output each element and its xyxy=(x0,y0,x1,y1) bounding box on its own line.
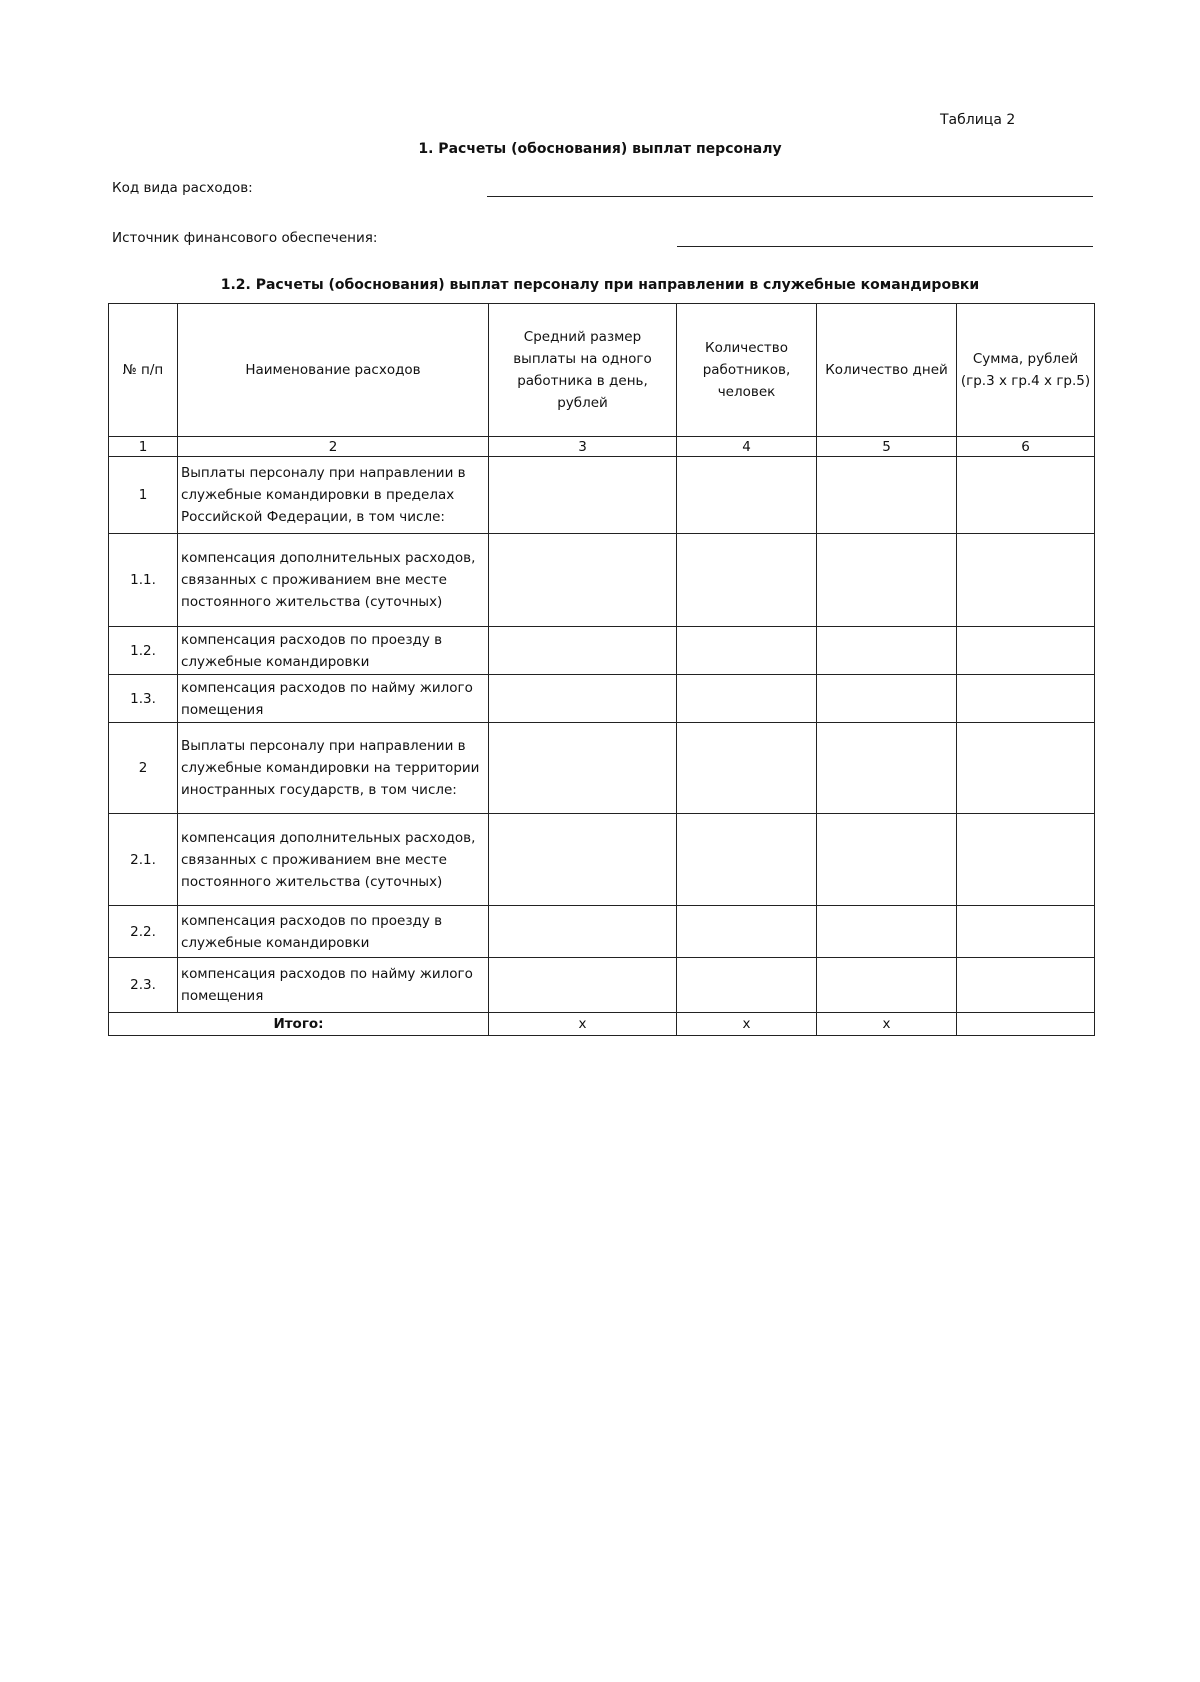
header-row xyxy=(109,304,1095,437)
cell-average-payment[interactable] xyxy=(489,627,677,675)
table-row xyxy=(109,958,1095,1013)
travel-expenses-table xyxy=(108,303,1095,1036)
row-expense-name: компенсация расходов по проезду в служебные командировки xyxy=(178,906,489,958)
row-expense-name: Выплаты персоналу при направлении в служебные командировки на территории иностранных государств, в том числе: xyxy=(178,723,489,814)
row-expense-name: компенсация расходов по проезду в служебные командировки xyxy=(178,627,489,675)
total-col4-marker: х xyxy=(677,1013,817,1036)
column-number: 6 xyxy=(957,437,1095,457)
cell-average-payment[interactable] xyxy=(489,723,677,814)
cell-average-payment[interactable] xyxy=(489,906,677,958)
row-expense-name: компенсация расходов по найму жилого помещения xyxy=(178,675,489,723)
cell-days-count[interactable] xyxy=(817,457,957,534)
column-number: 4 xyxy=(677,437,817,457)
cell-employee-count[interactable] xyxy=(677,723,817,814)
total-sum-cell[interactable] xyxy=(957,1013,1095,1036)
row-number: 2.1. xyxy=(109,814,178,906)
cell-sum[interactable] xyxy=(957,723,1095,814)
cell-employee-count[interactable] xyxy=(677,675,817,723)
cell-employee-count[interactable] xyxy=(677,814,817,906)
table-row xyxy=(109,814,1095,906)
table-row xyxy=(109,534,1095,627)
cell-average-payment[interactable] xyxy=(489,457,677,534)
cell-sum[interactable] xyxy=(957,814,1095,906)
row-number: 2.2. xyxy=(109,906,178,958)
cell-average-payment[interactable] xyxy=(489,675,677,723)
column-number-row xyxy=(109,437,1095,457)
row-number: 1.1. xyxy=(109,534,178,627)
header-average-payment: Средний размер выплаты на одного работника в день, рублей xyxy=(489,304,677,437)
table-number-label: Таблица 2 xyxy=(940,112,1016,128)
total-col5-marker: х xyxy=(817,1013,957,1036)
row-expense-name: компенсация расходов по найму жилого помещения xyxy=(178,958,489,1013)
cell-days-count[interactable] xyxy=(817,814,957,906)
header-sum: Сумма, рублей (гр.3 х гр.4 х гр.5) xyxy=(957,304,1095,437)
section-title: 1.2. Расчеты (обоснования) выплат персоналу при направлении в служебные командировки xyxy=(220,277,980,293)
cell-employee-count[interactable] xyxy=(677,457,817,534)
table-row xyxy=(109,906,1095,958)
column-number: 5 xyxy=(817,437,957,457)
cell-employee-count[interactable] xyxy=(677,906,817,958)
row-expense-name: Выплаты персоналу при направлении в служебные командировки в пределах Российской Федерации, в том числе: xyxy=(178,457,489,534)
cell-sum[interactable] xyxy=(957,627,1095,675)
row-expense-name: компенсация дополнительных расходов, связанных с проживанием вне месте постоянного жительства (суточных) xyxy=(178,814,489,906)
row-number: 1.2. xyxy=(109,627,178,675)
row-number: 1 xyxy=(109,457,178,534)
expense-code-label: Код вида расходов: xyxy=(112,180,253,196)
total-row xyxy=(109,1013,1095,1036)
cell-sum[interactable] xyxy=(957,534,1095,627)
table-row xyxy=(109,457,1095,534)
cell-employee-count[interactable] xyxy=(677,534,817,627)
table-row xyxy=(109,675,1095,723)
cell-sum[interactable] xyxy=(957,457,1095,534)
header-days-count: Количество дней xyxy=(817,304,957,437)
cell-employee-count[interactable] xyxy=(677,627,817,675)
expense-code-line[interactable] xyxy=(487,196,1093,197)
header-number: № п/п xyxy=(109,304,178,437)
cell-employee-count[interactable] xyxy=(677,958,817,1013)
cell-sum[interactable] xyxy=(957,958,1095,1013)
column-number: 1 xyxy=(109,437,178,457)
cell-days-count[interactable] xyxy=(817,627,957,675)
table-row xyxy=(109,723,1095,814)
cell-sum[interactable] xyxy=(957,675,1095,723)
header-expense-name: Наименование расходов xyxy=(178,304,489,437)
cell-days-count[interactable] xyxy=(817,534,957,627)
cell-days-count[interactable] xyxy=(817,906,957,958)
row-number: 1.3. xyxy=(109,675,178,723)
funding-source-line[interactable] xyxy=(677,246,1093,247)
row-number: 2.3. xyxy=(109,958,178,1013)
cell-average-payment[interactable] xyxy=(489,958,677,1013)
row-number: 2 xyxy=(109,723,178,814)
funding-source-label: Источник финансового обеспечения: xyxy=(112,230,378,246)
cell-days-count[interactable] xyxy=(817,723,957,814)
main-title: 1. Расчеты (обоснования) выплат персоналу xyxy=(418,141,782,157)
cell-days-count[interactable] xyxy=(817,958,957,1013)
header-employee-count: Количество работников, человек xyxy=(677,304,817,437)
cell-average-payment[interactable] xyxy=(489,814,677,906)
cell-average-payment[interactable] xyxy=(489,534,677,627)
total-label: Итого: xyxy=(109,1013,489,1036)
total-col3-marker: х xyxy=(489,1013,677,1036)
cell-days-count[interactable] xyxy=(817,675,957,723)
cell-sum[interactable] xyxy=(957,906,1095,958)
column-number: 2 xyxy=(178,437,489,457)
column-number: 3 xyxy=(489,437,677,457)
table-row xyxy=(109,627,1095,675)
row-expense-name: компенсация дополнительных расходов, связанных с проживанием вне месте постоянного жительства (суточных) xyxy=(178,534,489,627)
